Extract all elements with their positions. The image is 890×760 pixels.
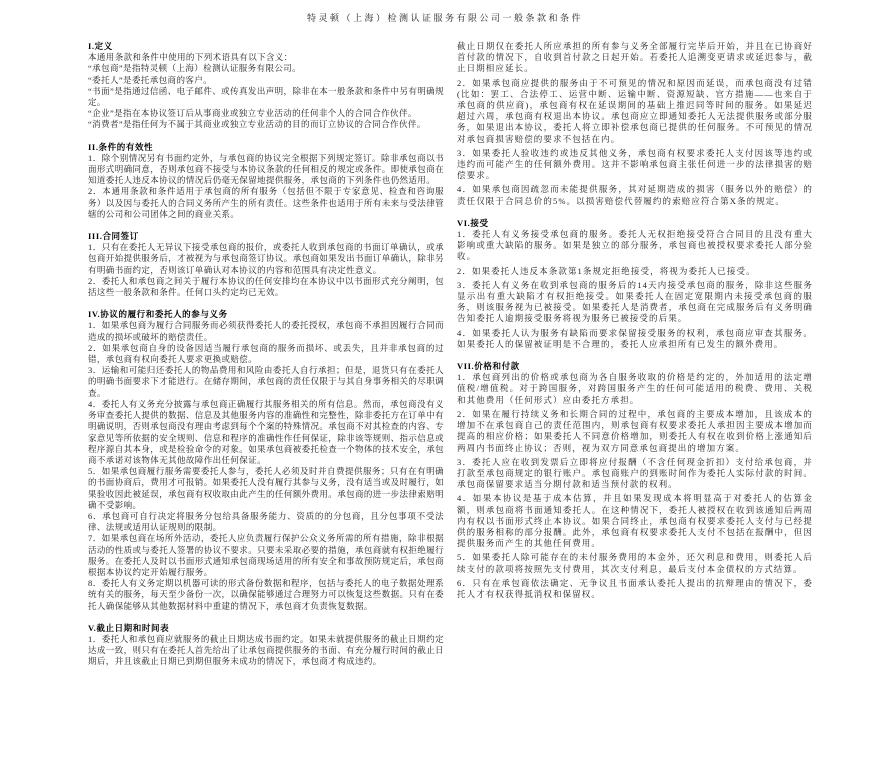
section-heading: VII.价格和付款 xyxy=(457,361,520,372)
paragraph: 4．如果委托人认为服务有缺陷而要求保留接受服务的权利，承包商应审查其服务。如果委托人的保留被证明是不合理的，委托人应承担所有已发生的额外费用。 xyxy=(457,327,813,349)
paragraph: 3．委托人有义务在收到承包商的服务后的14天内接受承包商的服务，除非这些服务显示出有重大缺陷才有权拒绝接受。如果委托人在固定宽限期内未接受承包商的服务，则该服务视为已被接受。如果委托人是消费者，承包商在完成服务后有义务明确告知委托人逾期接受服务将视为服务已被接受的后果。 xyxy=(457,279,813,324)
paragraph: 6．承包商可自行决定将服务分包给具备服务能力、资质的的分包商，且分包事项不受法律、法规或适用认证规则的限制。 xyxy=(88,510,444,533)
paragraph: 截止日期仅在委托人所应承担的所有参与义务全部履行完毕后开始，并且在已协商好首付款的情况下，自收到首付款之日起开始。若委托人追溯变更请求或延迟参与，截止日期相应延长。 xyxy=(457,41,813,74)
paragraph: 1．承包商列出的价格或承包商为各自服务收取的价格是约定的，外加适用的法定增值税/增值税。对于跨国服务，对跨国服务产生的任何可能适用的税费、费用、关税和其他费用（任何形式）应由委托方承担。 xyxy=(457,372,813,405)
document-title: 特灵顿（上海）检测认证服务有限公司一般条款和条件 xyxy=(306,13,583,23)
paragraph: 1．如果承包商为履行合同服务而必须获得委托人的委托授权，承包商不承担因履行合同而造成的损坏或破坏的赔偿责任。 xyxy=(88,320,444,342)
content-columns xyxy=(88,41,813,668)
paragraph: “书面”是指通过信函、电子邮件、或传真发出声明，除非在本一般条款和条件中另有明确规定。 xyxy=(88,85,444,108)
paragraph: 1．委托人和承包商应就服务的截止日期达成书面约定。如果未就提供服务的截止日期约定达成一致，则只有在委托人首先给出了让承包商提供服务的书面、有充分履行时间的截止日期后，并且该截止日期已到期但服务未成功的情况下，承包商才构成违约。 xyxy=(88,633,445,667)
paragraph: 3．委托人应在收到发票后立即将应付报酬（不含任何现金折扣）支付给承包商，并打款至承包商规定的银行账户。承包商账户的到账时间作为委托人实际付款的时间。承包商保留要求适当分期付款和适当预付款的权利。 xyxy=(457,456,813,490)
section-heading: IV.协议的履行和委托人的参与义务 xyxy=(88,309,228,320)
paragraph: 2．如果承包商自身的设备因适当履行承包商的服务而损坏、或丢失，且并非承包商的过错，承包商有权向委托人要求更换或赔偿。 xyxy=(88,342,444,365)
paragraph: “企业”是指在本协议签订后从事商业或独立专业活动的任何非个人的合同合作伙伴。 xyxy=(88,108,417,119)
paragraph: “消费者”是指任何为不属于其商业或独立专业活动的目的而订立协议的合同合作伙伴。 xyxy=(88,119,426,130)
paragraph: 3．运输和可能归还委托人的物品费用和风险由委托人自行承担；但是，退货只有在委托人的明确书面要求下才能进行。在储存期间，承包商的责任仅限于与其自身事务相关的尽职调查。 xyxy=(88,365,445,398)
paragraph: 2．如果委托人违反本条款第1条规定拒绝接受，将视为委托人已接受。 xyxy=(457,265,756,276)
paragraph: “承包商”是指特灵顿（上海）检测认证服务有限公司。 xyxy=(88,63,302,74)
paragraph: 2．委托人和承包商之间关于履行本协议的任何安排均在本协议中以书面形式充分阐明，包括这些一般条款和条件。任何口头约定均已无效。 xyxy=(88,275,444,298)
paragraph: 4．如果本协议是基于成本估算，并且如果发现成本将明显高于对委托人的估算金额，则承包商将书面通知委托人。在这种情况下，委托人被授权在收到该通知后两周内有权以书面形式终止本协议。如果合同终止，承包商有权要求委托人支付与已经提供的服务相称的部分报酬。此外，承包商有权要求委托人支付不包括在报酬中，但因提供服务而产生的其他任何费用。 xyxy=(457,493,813,549)
paragraph: 8．委托人有义务定期以机器可读的形式备份数据和程序，包括与委托人的电子数据处理系统有关的服务，每天至少备份一次，以确保能够通过合理努力可以恢复这些数据。只有在委托人确保能够从其他数据材料中重建的情况下，承包商才负责恢复数据。 xyxy=(88,578,445,611)
paragraph: 5．如果承包商履行服务需要委托人参与，委托人必须及时并自费提供服务；只有在有明确的书面协商后，费用才可报销。如果委托人没有履行其参与义务，没有适当或及时履行，如果验收因此被延误，承包商有权收取由此产生的任何额外费用。承包商的进一步法律索赔明确不受影响。 xyxy=(88,466,445,510)
paragraph: 5．如果委托人除可能存在的未付服务费用的本金外，还欠利息和费用，则委托人后续支付的款项将按照先支付费用，其次支付利息，最后支付本金债权的方式结算。 xyxy=(457,552,813,574)
paragraph: 2．如果在履行持续义务和长期合同的过程中，承包商的主要成本增加，且该成本的增加不在承包商自己的责任范围内，则承包商有权要求委托人承担因主要成本增加而提高的相应价格；如果委托人不同意价格增加，则委托人有权在收到价格上涨通知后两周内书面终止协议；否则，视为双方同意承包商提出的增加方案。 xyxy=(457,408,813,453)
section-heading: VI.接受 xyxy=(457,217,489,228)
paragraph: 1．只有在委托人无异议下接受承包商的报价，或委托人收到承包商的书面订单确认，或承包商开始提供服务后，才被视为与承包商签订协议。承包商如果发出书面订单确认，除非另有明确书面约定，否则该订单确认对本协议的内容和范围具有决定性意义。 xyxy=(88,242,445,275)
paragraph: 4．委托人有义务充分披露与承包商正确履行其服务相关的所有信息。然而，承包商没有义务审查委托人提供的数据、信息及其他服务内容的准确性和完整性，除非委托方在订单中有明确说明，否则承包商没有理由考虑到每个个案的特殊情况。承包商不对其检查的内容、专家意见等所依据的安全规则、信息和程序的准确性作任何保证，除非该等规则、指示信息或程序源自其本身，或是检验命令的对象。如果承包商被委托检查一个物体的技术安全，承包商不承诺对该物体无其他故障作出任何保证。 xyxy=(88,398,445,465)
paragraph: 7．如果承包商在场所外活动，委托人应负责履行保护公众义务所需的所有措施，除非根据活动的性质或与委托人签署的协议不要求。只要未采取必要的措施，承包商就有权拒绝履行服务。在委托人及时以书面形式通知承包商现场适用的所有安全和事故预防规定后，承包商根据本协议约定开始履行服务。 xyxy=(88,533,445,577)
column-left xyxy=(88,41,444,668)
section-heading: V.截止日期和时间表 xyxy=(88,622,170,633)
paragraph: “委托人”是委托承包商的客户。 xyxy=(88,74,213,85)
section-heading: III.合同签订 xyxy=(88,231,139,242)
paragraph: 1．委托人有义务接受承包商的服务。委托人无权拒绝接受符合合同目的且没有重大影响或重大缺陷的服务。如果是独立的部分服务，承包商也被授权要求委托人部分验收。 xyxy=(457,229,813,262)
paragraph: 6．只有在承包商依法确定、无争议且书面承认委托人提出的抗辩理由的情况下，委托人才有权获得抵消权和保留权。 xyxy=(457,577,813,599)
paragraph: 4．如果承包商因疏忽而未能提供服务，其对延期造成的损害（服务以外的赔偿）的责任仅限于合同总价的5%。以损害赔偿代替履约的索赔应符合第X条的规定。 xyxy=(457,184,813,206)
paragraph: 3．如果委托人验收违约或违反其他义务，承包商有权要求委托人支付因该等违约或违约而可能产生的任何额外费用。这并不影响承包商主张任何进一步的法律损害的赔偿要求。 xyxy=(457,147,813,181)
paragraph: 2．本通用条款和条件适用于承包商的所有服务（包括但不限于专家意见、检查和咨询服务）以及因与委托人的合同义务所产生的所有责任。这些条件也适用于所有未来与受法律管辖的公司和公司团体之间的商业关系。 xyxy=(88,186,445,219)
section-heading: I.定义 xyxy=(88,41,113,51)
section-heading: II.条件的有效性 xyxy=(88,141,154,152)
paragraph: 2．如果承包商应提供的服务由于不可预见的情况和原因而延误，而承包商没有过错(比如：罢工、合法停工、运营中断、运输中断、资源短缺、官方措施——也来自于承包商的供应商)，承包商有权在延误期间的基础上推迟同等时间的服务。如果延迟超过六周，承包商有权退出本协议。承包商应立即通知委托人无法提供服务或部分服务，如果退出本协议，委托人将立即补偿承包商已提供的任何服务。不可预见的情况对承包商损害赔偿的要求不包括在内。 xyxy=(457,77,813,144)
column-right xyxy=(457,41,813,668)
paragraph: 1．除个别情况另有书面约定外，与承包商的协议完全根据下列规定签订。除非承包商以书面形式明确同意，否则承包商不接受与本协议条款的任何相反的规定或条件。即使承包商在知道委托人违反本协议的情况后仍毫无保留地提供服务，承包商的下列条件也仍然适用。 xyxy=(88,152,445,186)
paragraph: 本通用条款和条件中使用的下列术语具有以下含义： xyxy=(88,52,293,63)
